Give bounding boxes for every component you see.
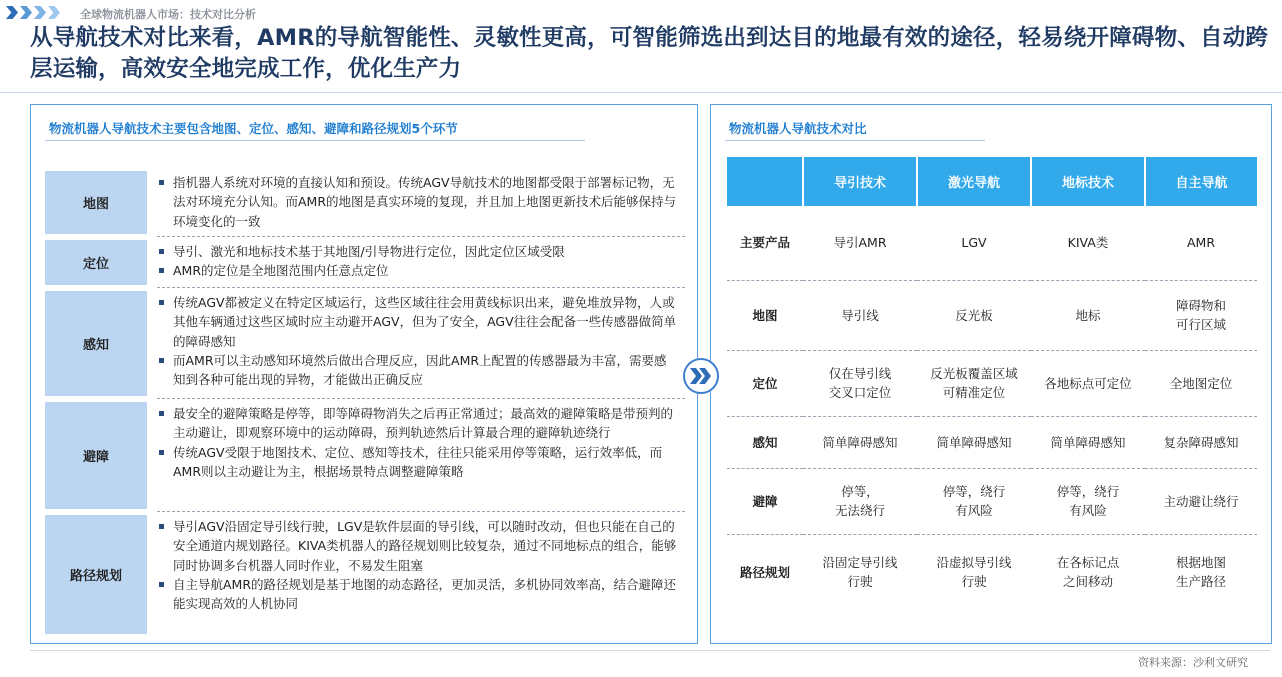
row-header: 地图	[727, 280, 803, 350]
row-header: 避障	[727, 468, 803, 534]
step-label: 地图	[45, 171, 147, 234]
table-cell: 在各标记点 之间移动	[1056, 555, 1120, 590]
row-divider	[157, 287, 685, 288]
bullet-point: 而AMR可以主动感知环境然后做出合理反应，因此AMR上配置的传感器最为丰富，需要感知到各种可能出现的异物，才能做出正确反应	[157, 351, 679, 390]
top-bar	[0, 0, 1282, 24]
right-panel-title-underline	[725, 140, 985, 141]
title-divider	[0, 92, 1282, 93]
table-cell: 简单障碍感知	[917, 416, 1031, 468]
step-description	[157, 293, 679, 389]
table-cell: 反光板覆盖区域 可精准定位	[917, 350, 1031, 416]
navigation-step-row	[45, 402, 685, 512]
table-cell: 沿虚拟导引线 行驶	[936, 555, 1012, 590]
table-cell: 复杂障碍感知	[1145, 416, 1257, 468]
column-header: 激光导航	[917, 157, 1031, 206]
navigation-step-row	[45, 291, 685, 399]
table-cell: 障碍物和 可行区域	[1145, 280, 1257, 350]
breadcrumb: 全球物流机器人市场：技术对比分析	[80, 8, 256, 21]
table-cell: 沿固定导引线 行驶	[822, 555, 898, 590]
bullet-point: 导引、激光和地标技术基于其地图/引导物进行定位，因此定位区域受限	[157, 242, 679, 261]
navigation-steps-panel	[30, 104, 698, 644]
navigation-comparison-panel	[710, 104, 1272, 644]
column-header: 自主导航	[1145, 157, 1257, 206]
left-panel-title: 物流机器人导航技术主要包含地图、定位、感知、避障和路径规划5个环节	[49, 121, 458, 136]
bullet-point: 传统AGV受限于地图技术、定位、感知等技术，往往只能采用停等策略，运行效率低，而AMR则以主动避让为主，根据场景特点调整避障策略	[157, 443, 679, 482]
row-divider	[157, 236, 685, 237]
next-arrow-icon	[683, 358, 719, 394]
navigation-step-row	[45, 171, 685, 237]
page-title: 从导航技术对比来看，AMR的导航智能性、灵敏性更高，可智能筛选出到达目的地最有效的途径，轻易绕开障碍物、自动跨层运输，高效安全地完成工作，优化生产力	[30, 25, 1269, 82]
row-divider	[157, 511, 685, 512]
table-cell: 各地标点可定位	[1031, 350, 1145, 416]
table-row	[727, 534, 1257, 610]
table-cell: 全地图定位	[1145, 350, 1257, 416]
bullet-point: 最安全的避障策略是停等，即等障碍物消失之后再正常通过；最高效的避障策略是带预判的主动避让，即观察环境中的运动障碍，预判轨迹然后计算最合理的避障轨迹绕行	[157, 404, 679, 443]
chevron-logo-icon	[6, 6, 60, 19]
table-row	[727, 416, 1257, 468]
table-row	[727, 280, 1257, 350]
step-description	[157, 173, 679, 231]
bullet-point: 自主导航AMR的路径规划是基于地图的动态路径，更加灵活，多机协同效率高，结合避障还能实现高效的人机协同	[157, 575, 679, 614]
table-cell: AMR	[1145, 206, 1257, 280]
navigation-step-row	[45, 240, 685, 288]
navigation-step-row	[45, 515, 685, 637]
bullet-point: 导引AGV沿固定导引线行驶，LGV是软件层面的导引线，可以随时改动，但也只能在自己的安全通道内规划路径。KIVA类机器人的路径规划则比较复杂，通过不同地标点的组合，能够同时协调多台机器人同时作业，不易发生阻塞	[157, 517, 679, 575]
step-description	[157, 242, 679, 281]
step-label: 定位	[45, 240, 147, 285]
table-cell: 停等，绕行 有风险	[1031, 468, 1145, 534]
column-header: 导引技术	[803, 157, 917, 206]
bullet-point: AMR的定位是全地图范围内任意点定位	[157, 261, 679, 280]
footer-divider	[30, 650, 1270, 651]
table-header-row	[727, 157, 1257, 206]
table-corner-cell	[727, 157, 803, 206]
row-header: 定位	[727, 350, 803, 416]
bullet-point: 指机器人系统对环境的直接认知和预设。传统AGV导航技术的地图都受限于部署标记物，无法对环境充分认知。而AMR的地图是真实环境的复现，并且加上地图更新技术后能够保持与环境变化的一致	[157, 173, 679, 231]
step-label: 避障	[45, 402, 147, 509]
table-cell: 主动避让绕行	[1145, 468, 1257, 534]
table-cell: 根据地图 生产路径	[1175, 555, 1226, 590]
table-cell: 导引AMR	[803, 206, 917, 280]
table-row	[727, 350, 1257, 416]
table-cell: 简单障碍感知	[803, 416, 917, 468]
left-panel-title-underline	[45, 140, 585, 141]
step-description	[157, 404, 679, 481]
table-row	[727, 206, 1257, 280]
comparison-table	[727, 157, 1257, 610]
step-description	[157, 517, 679, 613]
row-header: 主要产品	[727, 206, 803, 280]
source-note: 资料来源：沙利文研究	[1138, 656, 1248, 669]
step-label: 路径规划	[45, 515, 147, 634]
row-divider	[157, 398, 685, 399]
table-cell: 停等，绕行 有风险	[917, 468, 1031, 534]
table-cell: LGV	[917, 206, 1031, 280]
table-cell: 地标	[1031, 280, 1145, 350]
bullet-point: 传统AGV都被定义在特定区域运行，这些区域往往会用黄线标识出来，避免堆放异物，人或其他车辆通过这些区域时应主动避开AGV，但为了安全，AGV往往会配备一些传感器做简单的障碍感知	[157, 293, 679, 351]
table-cell: KIVA类	[1031, 206, 1145, 280]
table-cell: 导引线	[803, 280, 917, 350]
table-row	[727, 468, 1257, 534]
step-label: 感知	[45, 291, 147, 396]
right-panel-title: 物流机器人导航技术对比	[729, 121, 867, 136]
table-cell: 反光板	[917, 280, 1031, 350]
column-header: 地标技术	[1031, 157, 1145, 206]
table-cell: 简单障碍感知	[1031, 416, 1145, 468]
row-header: 路径规划	[739, 564, 790, 580]
row-header: 感知	[727, 416, 803, 468]
table-cell: 停等， 无法绕行	[803, 468, 917, 534]
table-cell: 仅在导引线 交叉口定位	[803, 350, 917, 416]
